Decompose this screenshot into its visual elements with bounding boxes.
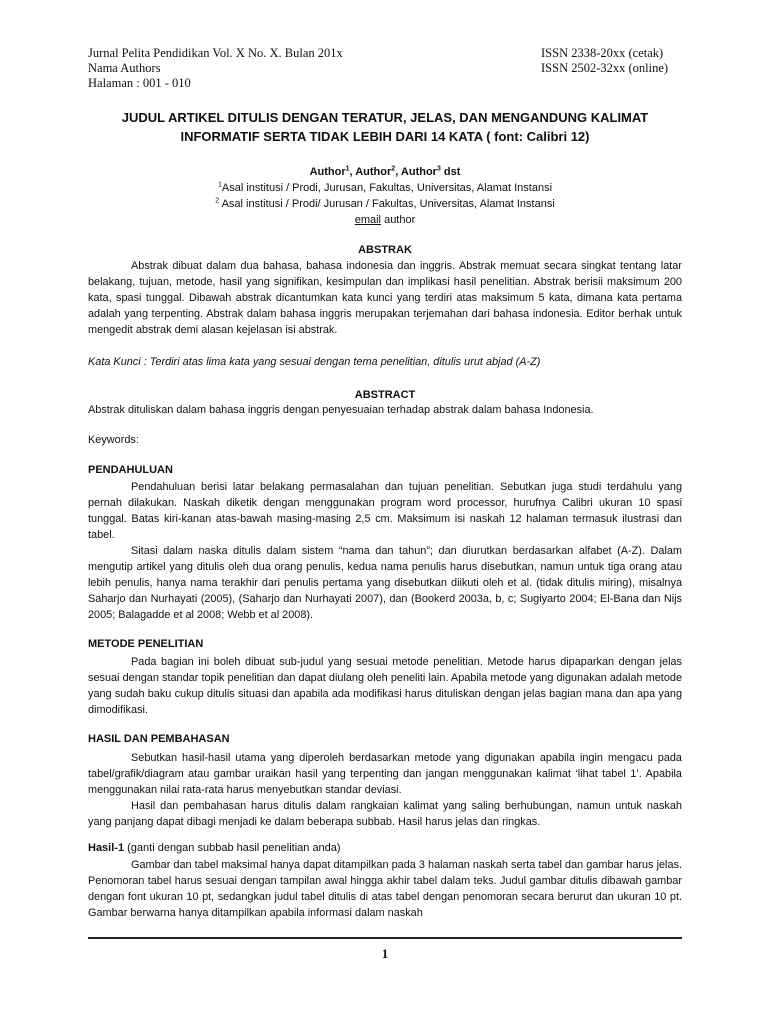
issn-print: ISSN 2338-20xx (cetak) [541, 46, 664, 60]
hasil-paragraph-2: Hasil dan pembahasan harus ditulis dalam rangkaian kalimat yang saling berhubungan, namun untuk naskah yang panjang dapat dibagi menjadi ke dalam beberapa subbab. Hasil harus jelas dan ringkas. [88, 800, 682, 828]
journal-name: Jurnal Pelita Pendidikan Vol. X No. X. Bulan 201x [88, 46, 343, 60]
author-suffix: dst [440, 166, 461, 178]
hasil-body [88, 750, 682, 830]
affiliation-2-sup: 2 [215, 197, 220, 205]
running-header-left [88, 46, 343, 91]
pendahuluan-paragraph-1: Pendahuluan berisi latar belakang permasalahan dan tujuan penelitian. Sebutkan juga studi terdahulu yang pernah dilakukan. Naskah diketik dengan menggunakan program word processor, hurufnya Calibri ukuran 10 spasi tunggal. Batas kiri-kanan atas-bawah masing-masing 2,5 cm. Maksimum isi naskah 12 halaman termasuk ilustrasi dan tabel. [88, 481, 682, 541]
author-3: Author [400, 166, 437, 178]
email-line [88, 212, 682, 228]
hasil-1-label: Hasil-1 [88, 842, 125, 854]
section-heading-hasil: HASIL DAN PEMBAHASAN [88, 733, 230, 745]
author-2: Author [355, 166, 392, 178]
abstract-body [88, 402, 682, 418]
issn-online: ISSN 2502-32xx (online) [541, 61, 669, 75]
affiliation-2 [88, 196, 682, 212]
email-rest: author [381, 214, 416, 226]
pendahuluan-body [88, 479, 682, 623]
footer-rule [88, 937, 682, 939]
running-header-right [541, 46, 668, 76]
kata-kunci: Kata Kunci : Terdiri atas lima kata yang sesuai dengan tema penelitian, ditulis urut abjad (A-Z) [88, 356, 541, 368]
email-label: email [354, 214, 382, 226]
keywords-label: Keywords: [88, 434, 139, 446]
affiliation-1-sup: 1 [217, 181, 222, 189]
author-1: Author [309, 166, 346, 178]
author-3-sup: 3 [436, 165, 441, 173]
abstrak-body [88, 258, 682, 338]
section-heading-metode: METODE PENELITIAN [88, 638, 204, 650]
metode-body [88, 654, 682, 718]
abstract-heading: ABSTRACT [354, 389, 416, 401]
abstrak-paragraph: Abstrak dibuat dalam dua bahasa, bahasa indonesia dan inggris. Abstrak memuat secara singkat tentang latar belakang, tujuan, metode, hasil yang signifikan, kesimpulan dan implikasi hasil penelitian. Abstrak berisii maksimum 200 kata, spasi tunggal. Dibawah abstrak dicantumkan kata kunci yang terdiri atas maksimum 5 kata, dimana kata pertama adalah yang terpenting. Abstrak dalam bahasa inggris merupakan terjemahan dari bahasa indonesia. Editor berhak untuk mengedit abstrak demi alasan kejelasan isi abstrak. [88, 260, 682, 336]
page-number: 1 [381, 946, 389, 961]
header-pages: Halaman : 001 - 010 [88, 76, 191, 90]
pendahuluan-paragraph-2: Sitasi dalam naska ditulis dalam sistem “nama dan tahun”; dan diurutkan berdasarkan alfabet (A-Z). Dalam mengutip artikel yang ditulis oleh dua orang penulis, kedua nama penulis harus disebutkan, namun untuk tiga orang atau lebih penulis, hanya nama terakhir dari penulis pertama yang disebutkan diikuti oleh et al. (tidak ditulis miring), misalnya Saharjo dan Nurhayati (2005), (Saharjo dan Nurhayati 2007), dan (Bookerd 2003a, b, c; Sugiyarto 2004; El-Bana dan Nijs 2005; Balagadde et al 2008; Webb et al 2008). [88, 545, 682, 621]
header-authors: Nama Authors [88, 61, 161, 75]
affiliation-1-text: Asal institusi / Prodi, Jurusan, Fakultas, Universitas, Alamat Instansi [221, 182, 553, 194]
section-heading-pendahuluan: PENDAHULUAN [88, 464, 173, 476]
affiliation-1 [88, 180, 682, 196]
abstract-keywords [88, 432, 682, 448]
affiliation-2-text: Asal institusi / Prodi/ Jurusan / Fakultas, Universitas, Alamat Instansi [219, 198, 555, 210]
author-line: Author$^1$, Author$^2$, Author$^3$ dst [309, 165, 461, 178]
metode-paragraph-1: Pada bagian ini boleh dibuat sub-judul yang sesuai metode penelitian. Metode harus dipaparkan dengan jelas sesuai dengan standar topik penelitian dan dapat diulang oleh peneliti lain. Apabila metode yang digunakan adalah metode yang sudah baku cukup ditulis situasi dan apabila ada modifikasi harus dituliskan dengan jelas bagian mana dan apa yang dimodifikasi. [88, 656, 682, 716]
hasil-paragraph-1: Sebutkan hasil-hasil utama yang diperoleh berdasarkan metode yang digunakan apabila ingin mengacu pada tabel/grafik/diagram atau gambar uraikan hasil yang terpenting dan jangan menggunakan kalimat ‘lihat tabel 1’. Apabila menggunakan nilai rata-rata harus menyebutkan standar deviasi. [88, 752, 682, 796]
abstrak-keywords [88, 354, 682, 370]
hasil-1-note: (ganti dengan subbab hasil penelitian anda) [124, 842, 341, 854]
author-2-sup: 2 [391, 165, 396, 173]
abstrak-heading: ABSTRAK [358, 244, 412, 256]
subsection-heading-hasil-1 [88, 842, 341, 854]
author-1-sup: 1 [345, 165, 350, 173]
abstract-paragraph: Abstrak dituliskan dalam bahasa inggris dengan penyesuaian terhadap abstrak dalam bahasa Indonesia. [88, 404, 594, 416]
article-title: JUDUL ARTIKEL DITULIS DENGAN TERATUR, JELAS, DAN MENGANDUNG KALIMAT INFORMATIF SERTA TIDAK LEBIH DARI 14 KATA ( font: Calibri 12) [121, 110, 649, 144]
hasil-1-paragraph-1: Gambar dan tabel maksimal hanya dapat ditampilkan pada 3 halaman naskah serta tabel dan gambar harus jelas. Penomoran tabel harus sesuai dengan tampilan awal hingga akhir tabel dalam teks. Judul gambar ditulis dibawah gambar dengan font ukuran 10 pt, sedangkan judul tabel ditulis di atas tabel dengan penomoran secara berurut dan ukuran 10 pt. Gambar berwarna hanya ditampilkan apabila informasi dalam naskah [88, 859, 682, 919]
hasil-1-body [88, 857, 682, 921]
